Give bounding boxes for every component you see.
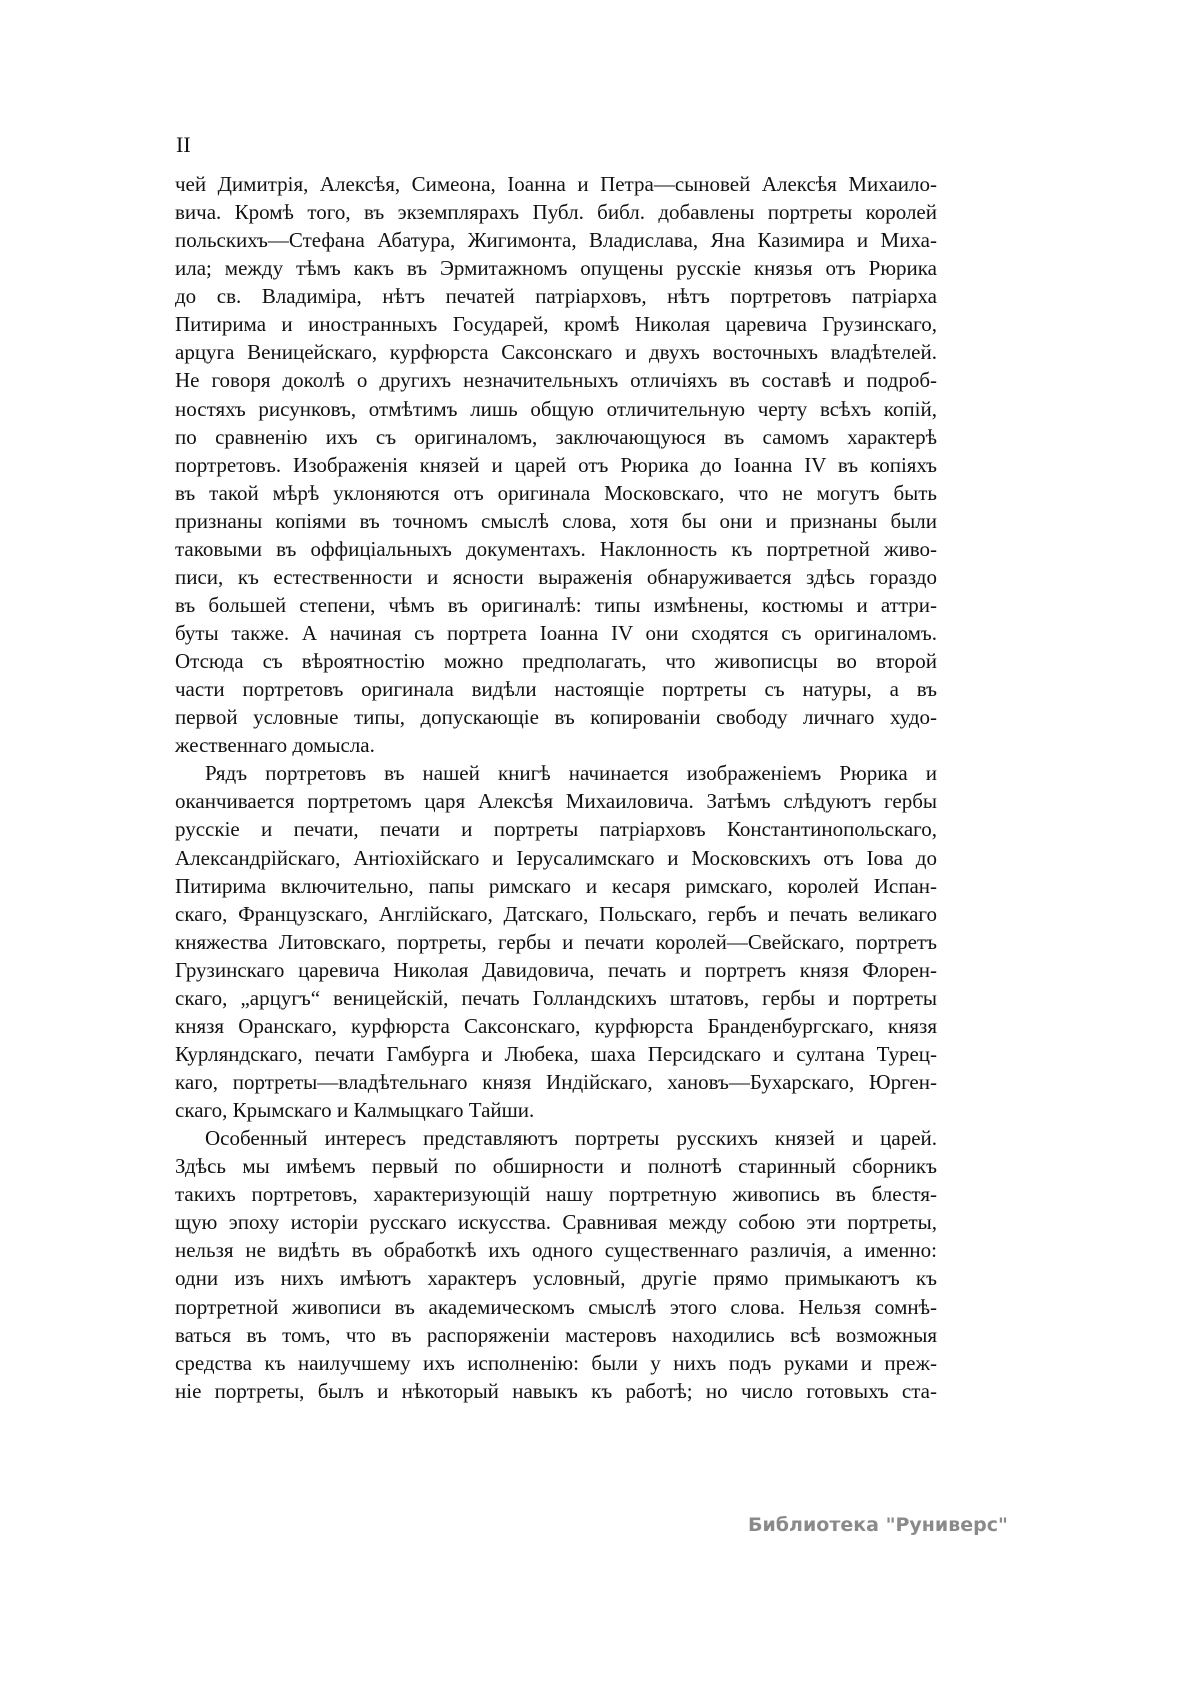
- paragraph: [175, 1124, 937, 1405]
- text-line: князя Оранскаго, курфюрста Саксонскаго, курфюрста Бранденбургскаго, князя: [175, 1013, 937, 1038]
- text-line: Особенный интересъ представляютъ портреты русскихъ князей и царей.: [205, 1126, 937, 1151]
- text-line: Не говоря доколѣ о другихъ незначительныхъ отличіяхъ въ составѣ и подроб-: [175, 368, 937, 393]
- text-line: скаго, „арцугъ“ веницейскій, печать Голландскихъ штатовъ, гербы и портреты: [175, 985, 937, 1010]
- text-line: ила; между тѣмъ какъ въ Эрмитажномъ опущены русскіе князья отъ Рюрика: [175, 256, 937, 281]
- text-line: первой условные типы, допускающіе въ копированіи свободу личнаго худо-: [175, 705, 937, 730]
- text-line: писи, къ естественности и ясности выраженія обнаруживается здѣсь гораздо: [175, 564, 937, 589]
- text-line: одни изъ нихъ имѣютъ характеръ условный, другіе прямо примыкаютъ къ: [175, 1266, 937, 1291]
- text-line: польскихъ—Стефана Абатура, Жигимонта, Владислава, Яна Казимира и Миха-: [175, 228, 937, 253]
- text-line: части портретовъ оригинала видѣли настоящіе портреты съ натуры, а въ: [175, 677, 937, 702]
- page-number: II: [176, 132, 191, 157]
- text-line: въ большей степени, чѣмъ въ оригиналѣ: типы измѣнены, костюмы и аттри-: [175, 592, 937, 617]
- text-line: портретовъ. Изображенія князей и царей отъ Рюрика до Іоанна IV въ копіяхъ: [175, 452, 937, 477]
- text-line: скаго, Крымскаго и Калмыцкаго Тайши.: [175, 1098, 535, 1123]
- text-line: ностяхъ рисунковъ, отмѣтимъ лишь общую отличительную черту всѣхъ копій,: [175, 396, 937, 421]
- text-line: чей Димитрія, Алексѣя, Симеона, Іоанна и Петра—сыновей Алексѣя Михаило-: [175, 172, 937, 196]
- text-line: въ такой мѣрѣ уклоняются отъ оригинала Московскаго, что не могутъ быть: [175, 480, 937, 505]
- text-line: оканчивается портретомъ царя Алексѣя Михаиловича. Затѣмъ слѣдуютъ гербы: [175, 789, 937, 814]
- text-line: признаны копіями въ точномъ смыслѣ слова, хотя бы они и признаны были: [175, 508, 937, 533]
- text-line: таковыми въ оффиціальныхъ документахъ. Наклонность къ портретной живо-: [175, 536, 937, 561]
- text-line: средства къ наилучшему ихъ исполненію: были у нихъ подъ руками и преж-: [175, 1350, 937, 1375]
- text-line: жественнаго домысла.: [175, 733, 375, 758]
- text-line: Питирима и иностранныхъ Государей, кромѣ Николая царевича Грузинскаго,: [175, 312, 937, 337]
- text-line: скаго, Французскаго, Англійскаго, Датскаго, Польскаго, гербъ и печать великаго: [175, 901, 937, 926]
- text-line: Питирима включительно, папы римскаго и кесаря римскаго, королей Испан-: [175, 873, 937, 898]
- text-line: вича. Кромѣ того, въ экземплярахъ Публ. библ. добавлены портреты королей: [175, 200, 937, 225]
- text-line: портретной живописи въ академическомъ смыслѣ этого слова. Нельзя сомнѣ-: [175, 1294, 937, 1319]
- text-line: Рядъ портретовъ въ нашей книгѣ начинается изображеніемъ Рюрика и: [205, 761, 937, 786]
- paragraph: [175, 759, 937, 1124]
- text-line: нельзя не видѣть въ обработкѣ ихъ одного существеннаго различія, а именно:: [175, 1238, 937, 1263]
- text-line: щую эпоху исторіи русскаго искусства. Сравнивая между собою эти портреты,: [175, 1210, 937, 1235]
- text-line: до св. Владиміра, нѣтъ печатей патріарховъ, нѣтъ портретовъ патріарха: [175, 284, 937, 309]
- text-line: Грузинскаго царевича Николая Давидовича, печать и портретъ князя Флорен-: [175, 957, 937, 982]
- text-line: Здѣсь мы имѣемъ первый по обширности и полнотѣ старинный сборникъ: [175, 1154, 937, 1179]
- text-line: Отсюда съ вѣроятностію можно предполагать, что живописцы во второй: [175, 649, 937, 674]
- library-watermark: Библиотека "Руниверс": [748, 1514, 1008, 1536]
- text-line: арцуга Веницейскаго, курфюрста Саксонскаго и двухъ восточныхъ владѣтелей.: [175, 340, 937, 365]
- text-line: русскіе и печати, печати и портреты патріарховъ Константинопольскаго,: [175, 817, 937, 842]
- text-line: ваться въ томъ, что въ распоряженіи мастеровъ находились всѣ возможныя: [175, 1322, 937, 1347]
- body-text: [175, 170, 937, 1405]
- text-line: княжества Литовскаго, портреты, гербы и печати королей—Свейскаго, портретъ: [175, 929, 937, 954]
- text-line: каго, портреты—владѣтельнаго князя Индійскаго, хановъ—Бухарскаго, Юрген-: [175, 1070, 937, 1094]
- text-line: по сравненію ихъ съ оригиналомъ, заключающуюся въ самомъ характерѣ: [175, 424, 937, 449]
- text-line: Курляндскаго, печати Гамбурга и Любека, шаха Персидскаго и султана Турец-: [175, 1041, 937, 1066]
- text-line: Александрійскаго, Антіохійскаго и Іерусалимскаго и Московскихъ отъ Іова до: [175, 845, 937, 870]
- paragraph: [175, 170, 937, 759]
- text-line: буты также. А начиная съ портрета Іоанна IV они сходятся съ оригиналомъ.: [175, 621, 937, 645]
- text-line: ніе портреты, былъ и нѣкоторый навыкъ къ работѣ; но число готовыхъ ста-: [175, 1378, 937, 1403]
- text-line: такихъ портретовъ, характеризующій нашу портретную живопись въ блестя-: [175, 1182, 937, 1207]
